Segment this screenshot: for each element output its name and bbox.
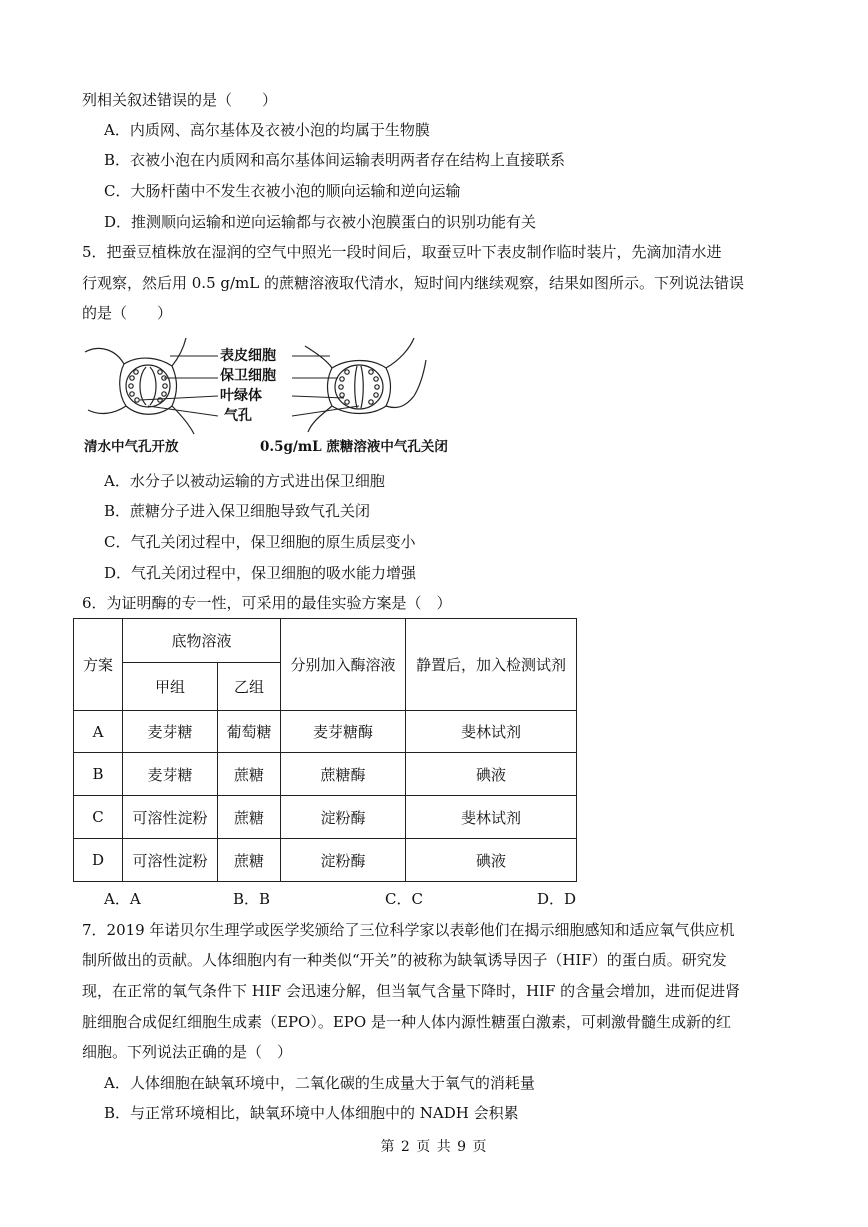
- option-a: A．人体细胞在缺氧环境中，二氧化碳的生成量大于氧气的消耗量: [104, 1074, 535, 1092]
- question-5-line-3: 的是（ ）: [82, 304, 173, 322]
- choice-d: D．D: [537, 890, 577, 908]
- label-epidermal-cell: 表皮细胞: [220, 348, 276, 364]
- option-d: D．推测顺向运输和逆向运输都与衣被小泡膜蛋白的识别功能有关: [104, 213, 537, 231]
- cell-group-a: 可溶性淀粉: [123, 796, 218, 839]
- experiment-table: [73, 618, 577, 882]
- cell-enzyme: 麦芽糖酶: [281, 711, 406, 753]
- option-b: B．蔗糖分子进入保卫细胞导致气孔关闭: [104, 502, 371, 520]
- cell-group-a: 麦芽糖: [123, 711, 218, 753]
- label-chloroplast: 叶绿体: [220, 388, 262, 404]
- header-group-b: 乙组: [218, 663, 281, 711]
- table-row: [74, 839, 577, 882]
- question-7-line-3: 现，在正常的氧气条件下 HIF 会迅速分解，但当氧气含量下降时，HIF 的含量会增加，进而促进肾: [82, 982, 741, 1000]
- header-enzyme: 分别加入酶溶液: [281, 619, 406, 711]
- question-text: 列相关叙述错误的是（ ）: [82, 91, 278, 109]
- option-b: B．与正常环境相比，缺氧环境中人体细胞中的 NADH 会积累: [104, 1104, 519, 1122]
- page-number: 第 2 页 共 9 页: [380, 1139, 488, 1155]
- cell-plan: C: [74, 796, 123, 839]
- closed-stoma-drawing: [305, 338, 426, 432]
- cell-group-a: 可溶性淀粉: [123, 839, 218, 882]
- table-row: [74, 753, 577, 796]
- question-7-line-4: 脏细胞合成促红细胞生成素（EPO）。EPO 是一种人体内源性糖蛋白激素，可刺激骨髓生成新的红: [82, 1013, 731, 1031]
- question-5-line-1: 5．把蚕豆植株放在湿润的空气中照光一段时间后，取蚕豆叶下表皮制作临时装片，先滴加清水进: [82, 243, 722, 261]
- choice-a: A．A: [104, 890, 141, 908]
- cell-reagent: 斐林试剂: [406, 796, 577, 839]
- header-substrate: 底物溶液: [123, 619, 281, 663]
- cell-enzyme: 蔗糖酶: [281, 753, 406, 796]
- option-a: A．内质网、高尔基体及衣被小泡的均属于生物膜: [104, 121, 430, 139]
- figure-labels: [220, 346, 276, 426]
- cell-enzyme: 淀粉酶: [281, 796, 406, 839]
- choice-c: C．C: [385, 890, 423, 908]
- cell-reagent: 斐林试剂: [406, 711, 577, 753]
- caption-right: 0.5g/mL 蔗糖溶液中气孔关闭: [260, 439, 448, 455]
- option-d: D．气孔关闭过程中，保卫细胞的吸水能力增强: [104, 564, 417, 582]
- cell-reagent: 碘液: [406, 753, 577, 796]
- cell-group-a: 麦芽糖: [123, 753, 218, 796]
- label-guard-cell: 保卫细胞: [220, 368, 276, 384]
- cell-group-b: 蔗糖: [218, 753, 281, 796]
- cell-group-b: 葡萄糖: [218, 711, 281, 753]
- table-row: [74, 796, 577, 839]
- open-stoma-drawing: [85, 338, 194, 434]
- question-7-line-5: 细胞。下列说法正确的是（ ）: [82, 1043, 293, 1061]
- cell-group-b: 蔗糖: [218, 839, 281, 882]
- question-7-line-1: 7．2019 年诺贝尔生理学或医学奖颁给了三位科学家以表彰他们在揭示细胞感知和适应氧气供应机: [82, 921, 735, 939]
- table-row: [74, 711, 577, 753]
- cell-plan: D: [74, 839, 123, 882]
- header-reagent: 静置后，加入检测试剂: [406, 619, 577, 711]
- option-b: B．衣被小泡在内质网和高尔基体间运输表明两者存在结构上直接联系: [104, 151, 566, 169]
- option-a: A．水分子以被动运输的方式进出保卫细胞: [104, 472, 385, 490]
- caption-left: 清水中气孔开放: [84, 439, 179, 455]
- cell-plan: A: [74, 711, 123, 753]
- question-6-stem: 6．为证明酶的专一性，可采用的最佳实验方案是（ ）: [82, 594, 452, 612]
- option-c: C．气孔关闭过程中，保卫细胞的原生质层变小: [104, 533, 416, 551]
- label-stoma: 气孔: [224, 408, 252, 424]
- choice-b: B．B: [233, 890, 271, 908]
- cell-enzyme: 淀粉酶: [281, 839, 406, 882]
- question-7-line-2: 制所做出的贡献。人体细胞内有一种类似“开关”的被称为缺氧诱导因子（HIF）的蛋白质。研究发: [82, 951, 727, 969]
- cell-group-b: 蔗糖: [218, 796, 281, 839]
- option-c: C．大肠杆菌中不发生衣被小泡的顺向运输和逆向运输: [104, 182, 461, 200]
- question-5-line-2: 行观察，然后用 0.5 g/mL 的蔗糖溶液取代清水，短时间内继续观察，结果如图所示。下列说法错误: [82, 274, 745, 292]
- cell-reagent: 碘液: [406, 839, 577, 882]
- header-group-a: 甲组: [123, 663, 218, 711]
- cell-plan: B: [74, 753, 123, 796]
- header-plan: 方案: [74, 619, 123, 711]
